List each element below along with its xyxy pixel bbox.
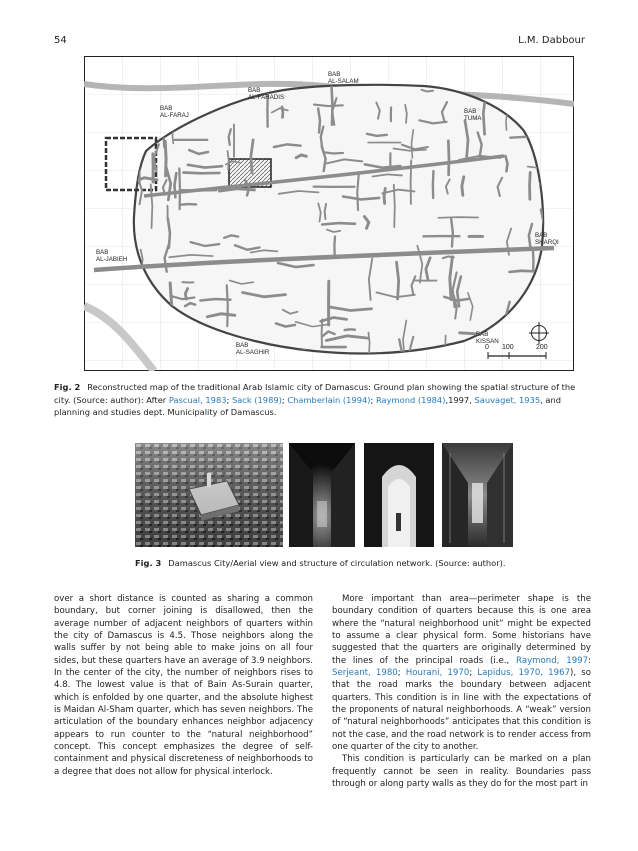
caption-text: ; bbox=[370, 394, 376, 405]
scale-label: 0 bbox=[485, 344, 489, 351]
street-segment bbox=[438, 217, 478, 218]
alley-photo-2 bbox=[364, 443, 434, 547]
street-segment bbox=[530, 172, 531, 199]
gate-label: BAB AL-SALAM bbox=[328, 71, 359, 85]
caption-text: ; bbox=[281, 394, 288, 405]
street-segment bbox=[334, 237, 335, 255]
gate-label: BAB AL-FARAJ bbox=[160, 105, 189, 119]
figure-3-label: Fig. 3 bbox=[135, 558, 162, 568]
street-segment bbox=[448, 141, 449, 175]
body-column-left bbox=[54, 593, 313, 778]
body-paragraph: over a short distance is counted as sharing a common boundary, but corner joining is disallowed, then the average number of adjacent neighbors of quarters within the city of Damascus is 4.5. Those neighbors along the walls suffer by not being able to make joins on all four sides, but these quarters have an average of 3.9 neighbors. In the center of the city, the number of neighbors rises to 4.8. The lowest value is that of Bain As-Surain quarter, which is enfolded by one quarter, and the absolute highest is Maidan Al-Sham quarter, which has seven neighbors. The articulation of the boundary enhances neighbor adjacency appears to run counter to the “natural neighborhood” concept. This concept emphasizes the degree of self-containment and physical discreteness of neighborhoods to a degree that does not allow for physical interlock. bbox=[54, 594, 313, 777]
street-segment bbox=[324, 152, 343, 153]
street-segment bbox=[322, 319, 323, 346]
citation-link[interactable]: Chamberlain (1994) bbox=[287, 394, 371, 405]
caption-text: , and planning and studies dept. Municipality of Damascus. bbox=[54, 394, 561, 418]
gate-label: BAB TUMA bbox=[464, 108, 482, 122]
caption-text: ; bbox=[226, 394, 232, 405]
citation-link[interactable]: Pascual, 1983 bbox=[168, 394, 227, 405]
citation-link[interactable]: Lapidus, 1970, 1967 bbox=[477, 668, 571, 679]
caption-text: ,1997, bbox=[445, 394, 475, 405]
gate-label: BAB AL-FARADIS bbox=[248, 87, 285, 101]
alley-photo-1 bbox=[289, 443, 355, 547]
caption-text: Reconstructed map of the traditional Arab Islamic city of Damascus: Ground plan showing the spatial structure of the city. (Source: author): After bbox=[54, 382, 576, 405]
market-photo bbox=[442, 443, 513, 547]
street-segment bbox=[180, 204, 196, 205]
street-segment bbox=[533, 250, 534, 271]
body-paragraph: This condition is particularly can be marked on a plan frequently cannot be seen in reality. Boundaries pass through or along party walls as they do for the most part in bbox=[332, 754, 591, 790]
body-paragraph: More important than area—perimeter shape is the boundary condition of quarters because this is one area where the “natural neighborhood unit” might be expected to assume a clear physical form. Some historians have suggested that the quarters are originally determined by the lines of the principal roads (i.e., Raymond, 1997: Serjeant, 1980; Hourani, 1970; Lapidus, 1970, 1967), so that the road marks the boundary between adjacent quarters. This condition is in line with the expectations of the proponents of natural neighborhoods. A “weak” version of “natural neighborhoods” anticipates that this condition is not the case, and the road network is to render access from one quarter of the city to another. bbox=[332, 594, 592, 753]
street-segment bbox=[227, 285, 228, 326]
street-segment bbox=[184, 173, 220, 174]
caption-text: Damascus City/Aerial view and structure of circulation network. (Source: author). bbox=[168, 558, 506, 568]
figure-2-label: Fig. 2 bbox=[54, 382, 81, 392]
street-segment bbox=[433, 171, 434, 198]
figure-2-map bbox=[84, 56, 574, 371]
scale-label: 200 bbox=[536, 344, 548, 351]
aerial-view-photo bbox=[135, 443, 283, 547]
citation-link[interactable]: Sack (1989) bbox=[231, 394, 282, 405]
gate-label: BAB KISSAN bbox=[476, 331, 499, 345]
street-segment bbox=[394, 185, 395, 227]
page-number: 54 bbox=[54, 35, 67, 46]
street-segment bbox=[510, 271, 534, 272]
street-segment bbox=[179, 168, 180, 209]
damascus-map-svg bbox=[84, 56, 574, 371]
gate-label: BAB AL-JABIEH bbox=[96, 249, 128, 263]
citation-link[interactable]: Serjeant, 1980 bbox=[332, 668, 398, 679]
street-segment bbox=[345, 329, 355, 330]
running-author: L.M. Dabbour bbox=[518, 35, 585, 46]
body-column-right bbox=[332, 593, 591, 791]
city-wall bbox=[134, 85, 543, 354]
street-segment bbox=[332, 87, 333, 125]
gate-label: BAB SHARQI bbox=[535, 232, 559, 246]
street-segment bbox=[384, 189, 385, 204]
citation-link[interactable]: Raymond, 1997 bbox=[516, 655, 589, 666]
gate-label: BAB AL-SAGHIR bbox=[236, 342, 270, 356]
citation-link[interactable]: Sauvaget, 1935 bbox=[474, 394, 541, 405]
scale-label: 100 bbox=[502, 344, 514, 351]
street-segment bbox=[282, 107, 283, 117]
street-segment bbox=[322, 223, 355, 224]
citation-link[interactable]: Hourani, 1970 bbox=[405, 668, 470, 679]
figure-2-caption bbox=[54, 381, 590, 419]
citation-link[interactable]: Raymond (1984) bbox=[375, 394, 446, 405]
figure-3-caption bbox=[135, 557, 585, 570]
